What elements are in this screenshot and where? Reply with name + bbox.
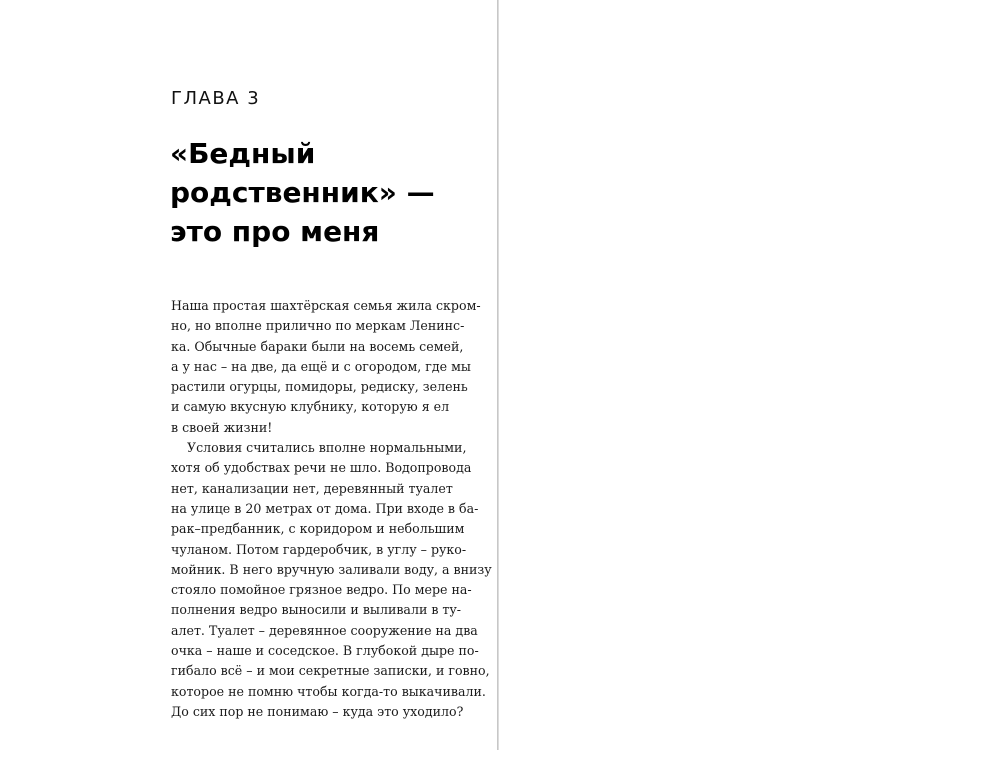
text-line: Наша простая шахтёрская семья жила скром-	[171, 298, 481, 313]
chapter-label: ГЛАВА 3	[171, 88, 261, 109]
text-line: стояло помойное грязное ведро. По мере на-	[171, 582, 472, 598]
text-line: Условия считались вполне нормальными,	[187, 440, 467, 456]
text-line: в своей жизни!	[171, 419, 273, 435]
text-line: мойник. В него вручную заливали воду, а внизу	[171, 561, 492, 577]
text-line: растили огурцы, помидоры, редиску, зелень	[171, 379, 468, 395]
text-line: очка – наше и соседское. В глубокой дыре по-	[171, 643, 479, 659]
text-line: гибало всё – и мои секретные записки, и говно,	[171, 663, 490, 679]
text-line: которое не помню чтобы когда-то выкачивали.	[171, 683, 486, 699]
text-line: и самую вкусную клубнику, которую я ел	[171, 399, 450, 415]
text-line: на улице в 20 метрах от дома. При входе в ба-	[171, 500, 479, 516]
text-line: нет, канализации нет, деревянный туалет	[171, 480, 453, 496]
chapter-title	[170, 134, 470, 251]
text-line: а у нас – на две, да ещё и с огородом, где мы	[171, 358, 471, 374]
left-page	[0, 0, 497, 750]
text-line: полнения ведро выносили и выливали в ту-	[171, 602, 462, 618]
text-line: но, но вполне прилично по меркам Ленинс-	[171, 318, 465, 334]
chapter-title-line: «Бедный	[170, 137, 316, 170]
left-body-text	[171, 296, 492, 722]
text-line: До сих пор не понимаю – куда это уходило?	[171, 703, 464, 719]
text-line: чуланом. Потом гардеробчик, в углу – руко-	[171, 541, 467, 557]
text-line: алет. Туалет – деревянное сооружение на два	[171, 622, 478, 638]
right-page	[499, 0, 997, 750]
chapter-title-line: это про меня	[170, 215, 380, 248]
text-line: ка. Обычные бараки были на восемь семей,	[171, 338, 464, 354]
text-line: хотя об удобствах речи не шло. Водопровода	[171, 460, 472, 476]
chapter-title-line: родственник» —	[170, 176, 435, 209]
text-line: рак–предбанник, с коридором и небольшим	[171, 521, 465, 537]
